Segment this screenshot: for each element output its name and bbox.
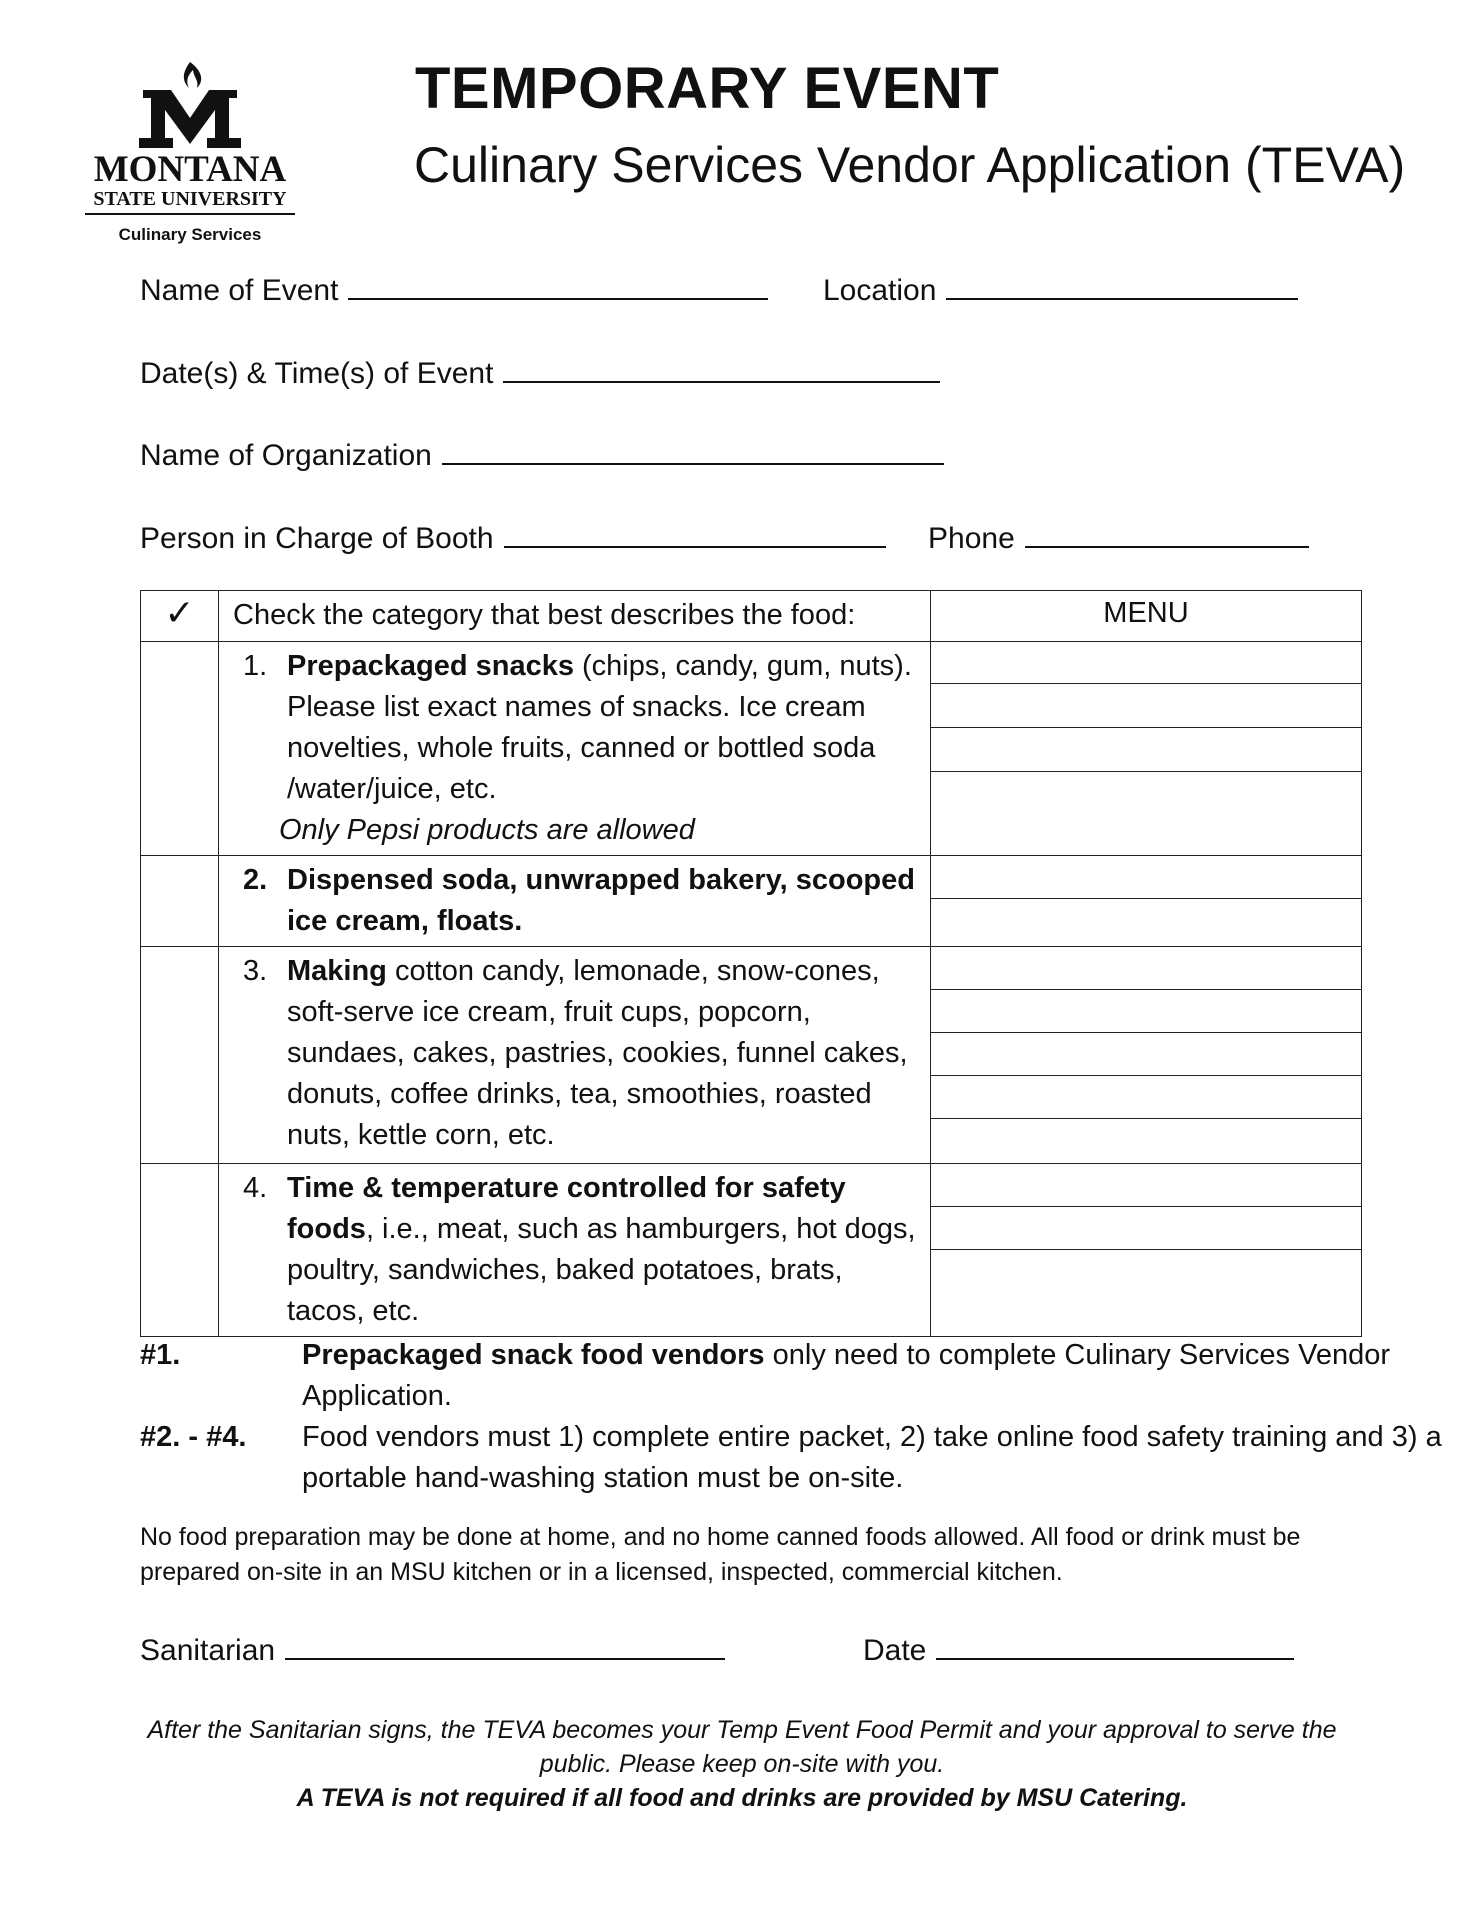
category-text: , i.e., meat, such as hamburgers, hot dogs, poultry, sandwiches, baked potatoes, brats, tacos, etc. [287, 1213, 916, 1327]
person-input[interactable] [504, 520, 886, 548]
note-bold: Prepackaged snack food vendors [302, 1339, 765, 1371]
note-2 [140, 1417, 1482, 1499]
category-header: Check the category that best describes the food: [219, 591, 931, 642]
menu-line[interactable] [931, 899, 1361, 941]
category-note: Only Pepsi products are allowed [279, 814, 695, 846]
checkbox-cell-4[interactable] [141, 1164, 219, 1337]
footer [120, 1713, 1364, 1815]
menu-line[interactable] [931, 1033, 1361, 1076]
menu-cell-3 [931, 947, 1362, 1164]
organization-label: Name of Organization [140, 439, 432, 472]
field-dates [140, 355, 940, 391]
category-bold: Time & temperature controlled for safety foods [287, 1172, 846, 1245]
sanitarian-input[interactable] [285, 1632, 725, 1660]
menu-line[interactable] [931, 1119, 1361, 1161]
logo-name: MONTANA [93, 149, 287, 190]
checkbox-cell-1[interactable] [141, 642, 219, 856]
note-1 [140, 1335, 1482, 1417]
sanitarian-label: Sanitarian [140, 1634, 276, 1667]
table-row [141, 947, 1362, 1164]
menu-line[interactable] [931, 772, 1361, 845]
category-3 [219, 947, 931, 1164]
location-input[interactable] [946, 272, 1298, 300]
table-row [141, 642, 1362, 856]
category-bold: Making [287, 955, 387, 987]
menu-line[interactable] [931, 990, 1361, 1033]
menu-cell-4 [931, 1164, 1362, 1337]
menu-line[interactable] [931, 684, 1361, 728]
date-label: Date [863, 1634, 927, 1667]
menu-line[interactable] [931, 642, 1361, 684]
footer-line-2: A TEVA is not required if all food and drinks are provided by MSU Catering. [296, 1784, 1188, 1812]
category-2 [219, 856, 931, 947]
category-text: (chips, candy, gum, nuts). Please list exact names of snacks. Ice cream novelties, whole fruits, canned or bottled soda /water/juice, etc. [287, 650, 912, 805]
preparation-paragraph: No food preparation may be done at home, and no home canned foods allowed. All food or drink must be prepared on-site in an MSU kitchen or in a licensed, inspected, commercial kitchen. [140, 1523, 1301, 1586]
table-row [141, 1164, 1362, 1337]
menu-cell-2 [931, 856, 1362, 947]
phone-label: Phone [928, 522, 1015, 555]
menu-cell-1 [931, 642, 1362, 856]
event-name-label: Name of Event [140, 274, 339, 307]
note-text: only need to complete Culinary Services Vendor Application. [302, 1339, 1391, 1412]
logo-dept: Culinary Services [118, 225, 262, 244]
category-bold: Dispensed soda, unwrapped bakery, scooped ice cream, floats. [287, 864, 915, 937]
msu-logo [85, 60, 305, 250]
category-text: cotton candy, lemonade, snow-cones, soft-serve ice cream, fruit cups, popcorn, sundaes, cakes, pastries, cookies, funnel cakes, donuts, coffee drinks, tea, smoothies, roasted nuts, kettle corn, etc. [287, 955, 908, 1151]
table-row [141, 856, 1362, 947]
category-1 [219, 642, 931, 856]
page-subtitle: Culinary Services Vendor Application (TEVA) [414, 137, 1406, 193]
menu-line[interactable] [931, 947, 1361, 990]
menu-line[interactable] [931, 1250, 1361, 1320]
person-label: Person in Charge of Booth [140, 522, 494, 555]
field-location [823, 272, 1298, 308]
note-key: #1. [140, 1339, 181, 1371]
note-key: #2. - #4. [140, 1421, 247, 1453]
category-4 [219, 1164, 931, 1337]
menu-line[interactable] [931, 1164, 1361, 1207]
organization-input[interactable] [442, 437, 944, 465]
menu-line[interactable] [931, 1207, 1361, 1250]
checkbox-cell-2[interactable] [141, 856, 219, 947]
menu-header: MENU [931, 591, 1362, 642]
category-number: 3. [243, 955, 268, 987]
menu-line[interactable] [931, 728, 1361, 772]
msu-logo-icon [85, 60, 295, 150]
logo-sub: STATE UNIVERSITY [85, 188, 295, 215]
category-number: 4. [243, 1172, 268, 1204]
dates-label: Date(s) & Time(s) of Event [140, 357, 494, 390]
category-table [140, 590, 1362, 1337]
category-number: 1. [243, 650, 268, 682]
field-phone [928, 520, 1309, 556]
field-person [140, 520, 886, 556]
dates-input[interactable] [503, 355, 940, 383]
footer-line-1: After the Sanitarian signs, the TEVA becomes your Temp Event Food Permit and your approval to serve the public. Please keep on-site with you. [147, 1716, 1337, 1778]
date-input[interactable] [936, 1632, 1294, 1660]
phone-input[interactable] [1025, 520, 1309, 548]
category-number: 2. [243, 864, 268, 896]
field-sanitarian [140, 1632, 725, 1668]
event-name-input[interactable] [348, 272, 768, 300]
field-organization [140, 437, 944, 473]
note-text: Food vendors must 1) complete entire packet, 2) take online food safety training and 3) a portable hand-washing station must be on-site. [302, 1421, 1442, 1494]
category-bold: Prepackaged snacks [287, 650, 574, 682]
menu-line[interactable] [931, 856, 1361, 899]
check-header: ✓ [141, 591, 219, 642]
notes [140, 1335, 1482, 1499]
page-title: TEMPORARY EVENT [415, 56, 1000, 121]
location-label: Location [823, 274, 937, 307]
field-date [863, 1632, 1294, 1668]
checkbox-cell-3[interactable] [141, 947, 219, 1164]
menu-line[interactable] [931, 1076, 1361, 1119]
field-event-name [140, 272, 768, 308]
table-header-row [141, 591, 1362, 642]
